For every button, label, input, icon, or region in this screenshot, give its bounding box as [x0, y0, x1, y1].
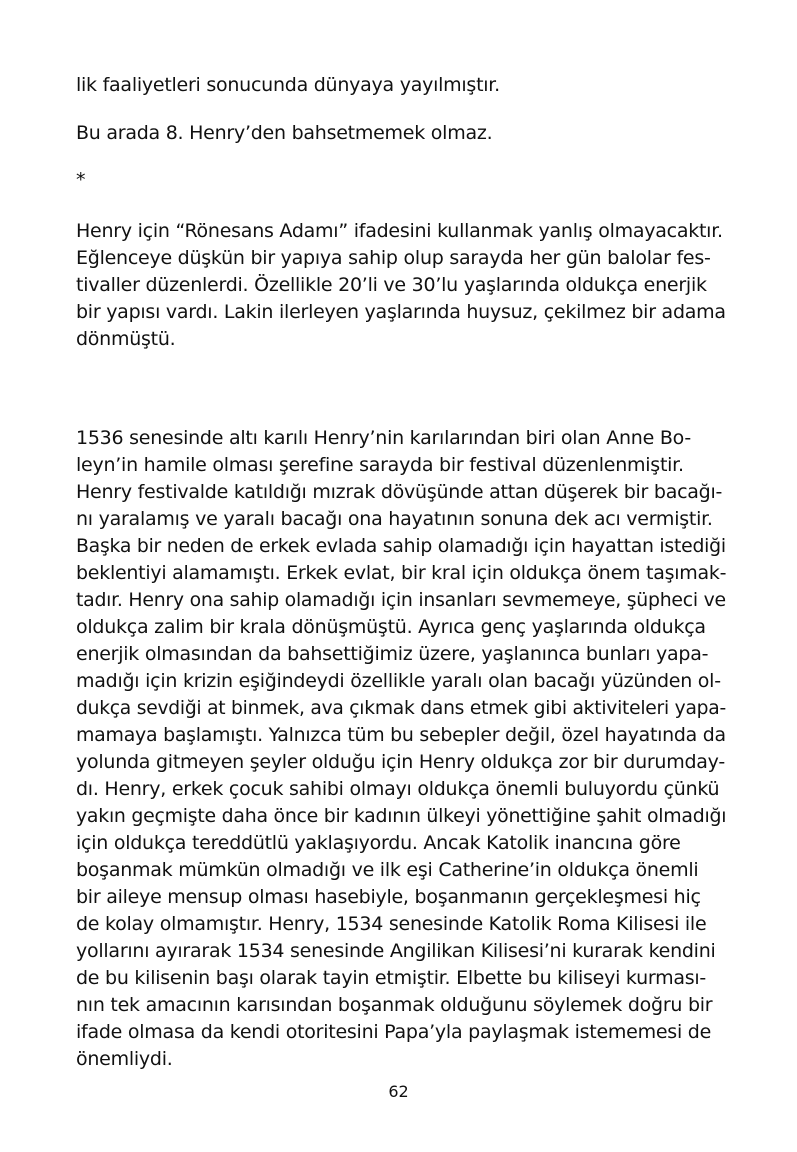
text-line: tadır. Henry ona sahip olamadığı için insanları sevmemeye, şüpheci ve [76, 589, 726, 611]
text-line: beklentiyi alamamıştı. Erkek evlat, bir kral için oldukça önem taşımak- [76, 562, 727, 584]
text-line: de bu kilisenin başı olarak tayin etmiştir. Elbette bu kiliseyi kurması- [76, 967, 707, 989]
text-line: yollarını ayırarak 1534 senesinde Angilikan Kilisesi’ni kurarak kendini [76, 940, 716, 962]
text-line: boşanmak mümkün olmadığı ve ilk eşi Catherine’in oldukça önemli [76, 859, 699, 881]
text-line: yolunda gitmeyen şeyler olduğu için Henry oldukça zor bir durumday- [76, 751, 725, 773]
text-line: lik faaliyetleri sonucunda dünyaya yayılmıştır. [76, 74, 500, 96]
text-line: tivaller düzenlerdi. Özellikle 20’li ve 30’lu yaşlarında oldukça enerjik [76, 274, 707, 296]
page-number: 62 [388, 1082, 409, 1101]
text-line: mamaya başlamıştı. Yalnızca tüm bu sebepler değil, özel hayatında da [76, 724, 726, 746]
text-line: Bu arada 8. Henry’den bahsetmemek olmaz. [76, 122, 493, 144]
text-line: için oldukça tereddütlü yaklaşıyordu. Ancak Katolik inancına göre [76, 832, 681, 854]
text-line: dı. Henry, erkek çocuk sahibi olmayı oldukça önemli buluyordu çünkü [76, 778, 720, 800]
text-line: ifade olmasa da kendi otoritesini Papa’yla paylaşmak istememesi de [76, 1021, 712, 1043]
text-line: leyn’in hamile olması şerefine sarayda bir festival düzenlenmiştir. [76, 454, 684, 476]
text-line: Henry için “Rönesans Adamı” ifadesini kullanmak yanlış olmayacaktır. [76, 220, 723, 242]
text-line: dukça sevdiği at binmek, ava çıkmak dans etmek gibi aktiviteleri yapa- [76, 697, 726, 719]
text-line: nın tek amacının karısından boşanmak olduğunu söylemek doğru bir [76, 994, 713, 1016]
text-line: enerjik olmasından da bahsettiğimiz üzere, yaşlanınca bunları yapa- [76, 643, 709, 665]
text-line: 1536 senesinde altı karılı Henry’nin karılarından biri olan Anne Bo- [76, 427, 691, 449]
text-line: dönmüştü. [76, 328, 176, 350]
text-line: Henry festivalde katıldığı mızrak dövüşünde attan düşerek bir bacağı- [76, 481, 723, 503]
text-line: de kolay olmamıştır. Henry, 1534 senesinde Katolik Roma Kilisesi ile [76, 913, 707, 935]
text-line: bir aileye mensup olması hasebiyle, boşanmanın gerçekleşmesi hiç [76, 886, 701, 908]
text-line: nı yaralamış ve yaralı bacağı ona hayatının sonuna dek acı vermiştir. [76, 508, 713, 530]
text-line: Eğlenceye düşkün bir yapıya sahip olup sarayda her gün balolar fes- [76, 247, 711, 269]
text-line: oldukça zalim bir krala dönüşmüştü. Ayrıca genç yaşlarında oldukça [76, 616, 706, 638]
text-line: yakın geçmişte daha önce bir kadının ülkeyi yönettiğine şahit olmadığı [76, 805, 727, 827]
text-line: Başka bir neden de erkek evlada sahip olamadığı için hayattan istediği [76, 535, 726, 557]
text-line: önemliydi. [76, 1048, 173, 1070]
text-line: madığı için krizin eşiğindeydi özellikle yaralı olan bacağı yüzünden ol- [76, 670, 721, 692]
text-line: bir yapısı vardı. Lakin ilerleyen yaşlarında huysuz, çekilmez bir adama [76, 301, 726, 323]
section-separator: * [76, 169, 86, 191]
